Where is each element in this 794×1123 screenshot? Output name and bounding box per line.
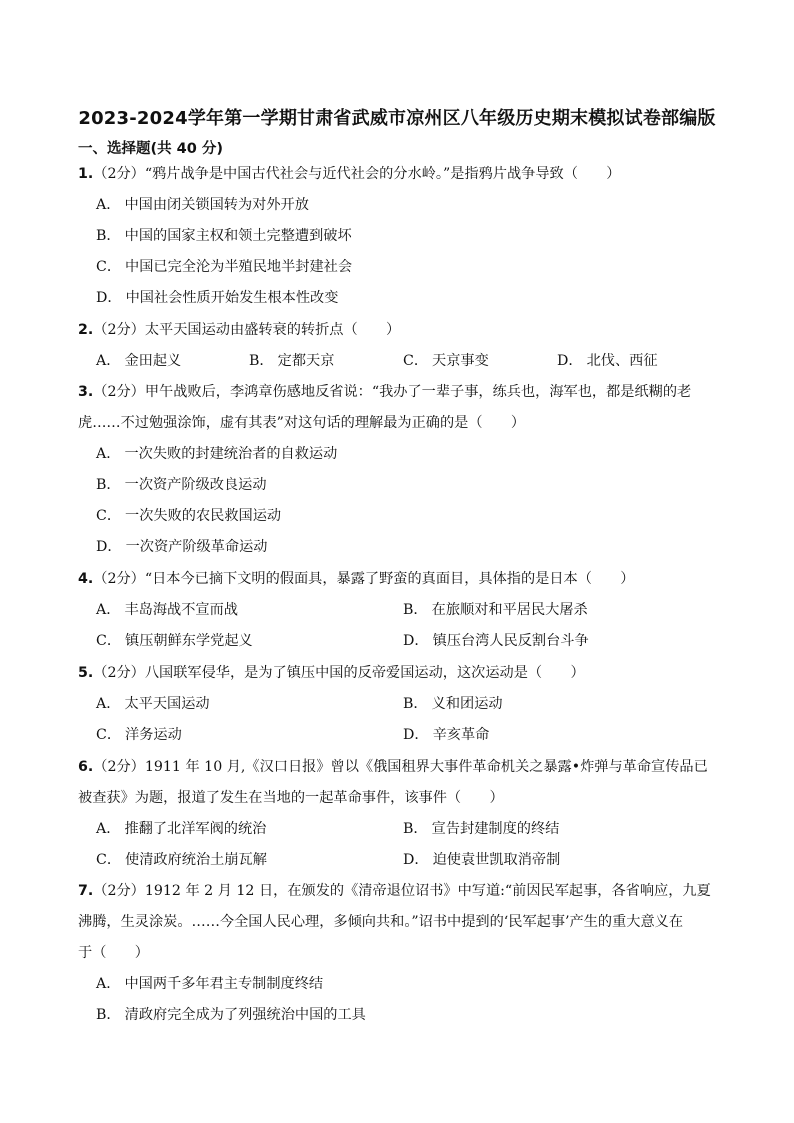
question-7-stem (78, 881, 728, 901)
question-number: 1. (78, 166, 94, 182)
question-number: 4. (78, 571, 94, 587)
question-7-option-a: A． 中国两千多年君主专制制度终结 (96, 976, 324, 992)
question-1-option-a: A． 中国由闭关锁国转为对外开放 (96, 197, 309, 213)
question-5-option-a: A． 太平天国运动 (96, 696, 210, 712)
question-number: 2. (78, 322, 94, 338)
question-6-option-b: B． 宣告封建制度的终结 (403, 821, 560, 837)
question-5-option-d: D． 辛亥革命 (403, 727, 490, 743)
question-4-option-b: B． 在旅顺对和平居民大屠杀 (403, 602, 588, 618)
question-number: 6. (78, 759, 94, 775)
question-2-option-c: C． 天京事变 (403, 353, 489, 369)
question-text: （2分）八国联军侵华，是为了镇压中国的反帝爱国运动，这次运动是（ ） (93, 665, 585, 681)
question-3-stem-cont: 虎……不过勉强涂饰，虚有其表”对这句话的理解最为正确的是（ ） (78, 415, 526, 431)
section-heading: 一、选择题(共 40 分) (78, 141, 224, 157)
question-4-option-c: C． 镇压朝鲜东学党起义 (96, 633, 253, 649)
question-3-option-a: A． 一次失败的封建统治者的自救运动 (96, 446, 338, 462)
question-4-option-a: A． 丰岛海战不宣而战 (96, 602, 238, 618)
question-text: （2分）1912 年 2 月 12 日，在颁发的《清帝退位诏书》中写道:“前因民军起事，各省响应，九夏 (93, 883, 711, 899)
question-7-stem-cont-2: 于（ ） (78, 945, 149, 961)
question-2-stem (78, 320, 728, 340)
question-text: （2分）1911 年 10 月,《汉口日报》曾以《俄国租界大事件革命机关之暴露•炸弹与革命宣传品已 (93, 759, 708, 775)
question-text: （2分）甲午战败后，李鸿章伤感地反省说：“我办了一辈子事，练兵也，海军也，都是纸糊的老 (93, 384, 692, 400)
question-7-option-b: B． 清政府完全成为了列强统治中国的工具 (96, 1007, 366, 1023)
page-title: 2023-2024学年第一学期甘肃省武威市凉州区八年级历史期末模拟试卷部编版 (78, 108, 716, 129)
question-5-option-c: C． 洋务运动 (96, 727, 182, 743)
question-2-option-a: A． 金田起义 (96, 353, 182, 369)
question-number: 3. (78, 384, 94, 400)
question-1-option-d: D． 中国社会性质开始发生根本性改变 (96, 290, 339, 306)
question-number: 7. (78, 883, 94, 899)
question-1-stem (78, 164, 728, 184)
question-3-option-c: C． 一次失败的农民救国运动 (96, 508, 282, 524)
question-4-stem (78, 569, 728, 589)
question-6-option-d: D． 迫使袁世凯取消帝制 (403, 852, 561, 868)
question-5-option-b: B． 义和团运动 (403, 696, 503, 712)
question-3-option-d: D． 一次资产阶级革命运动 (96, 539, 268, 555)
question-2-option-b: B． 定都天京 (249, 353, 335, 369)
question-text: （2分）“鸦片战争是中国古代社会与近代社会的分水岭。”是指鸦片战争导致（ ） (93, 166, 621, 182)
question-1-option-b: B． 中国的国家主权和领土完整遭到破坏 (96, 228, 352, 244)
question-4-option-d: D． 镇压台湾人民反割台斗争 (403, 633, 589, 649)
question-6-option-c: C． 使清政府统治土崩瓦解 (96, 852, 267, 868)
question-3-option-b: B． 一次资产阶级改良运动 (96, 477, 267, 493)
question-7-stem-cont-1: 沸腾，生灵涂炭。……今全国人民心理，多倾向共和。”诏书中提到的‘民军起事’产生的重大意义在 (78, 914, 684, 930)
question-number: 5. (78, 665, 94, 681)
question-6-stem (78, 757, 728, 777)
question-2-option-d: D． 北伐、西征 (557, 353, 658, 369)
question-text: （2分）“日本今已摘下文明的假面具，暴露了野蛮的真面目，具体指的是日本（ ） (93, 571, 635, 587)
question-6-option-a: A． 推翻了北洋军阀的统治 (96, 821, 267, 837)
question-1-option-c: C． 中国已完全沦为半殖民地半封建社会 (96, 259, 353, 275)
question-6-stem-cont: 被查获》为题，报道了发生在当地的一起革命事件，该事件（ ） (78, 790, 504, 806)
question-5-stem (78, 663, 728, 683)
question-text: （2分）太平天国运动由盛转衰的转折点（ ） (93, 322, 401, 338)
question-3-stem (78, 382, 728, 402)
